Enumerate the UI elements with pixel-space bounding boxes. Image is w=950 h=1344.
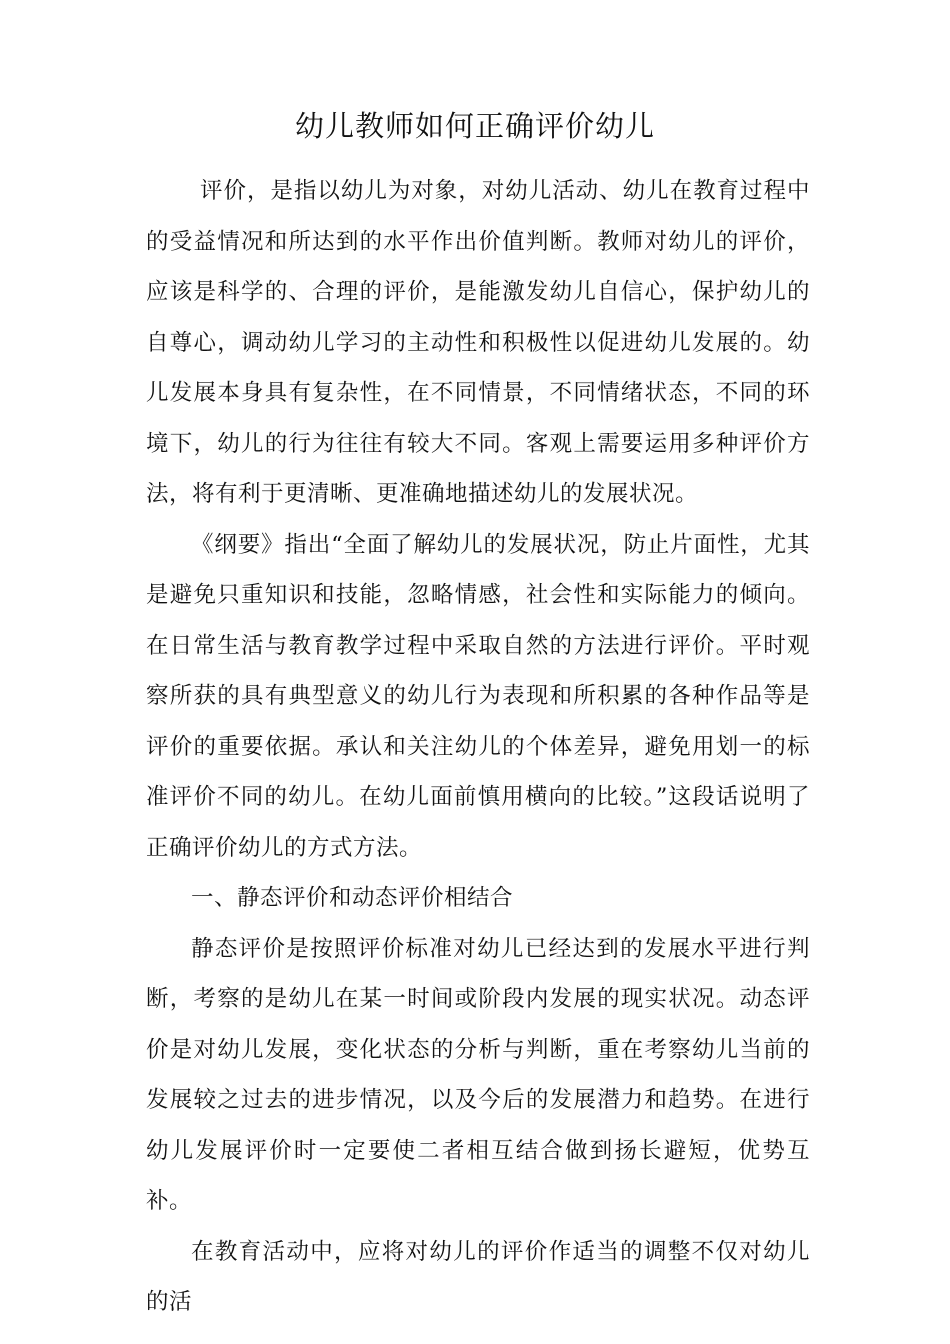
- paragraph-static-dynamic: 静态评价是按照评价标准对幼儿已经达到的发展水平进行判断，考察的是幼儿在某一时间或阶段内发展的现实状况。动态评价是对幼儿发展，变化状态的分析与判断，重在考察幼儿当前的发展较之过去的进步情况，以及今后的发展潜力和趋势。在进行幼儿发展评价时一定要使二者相互结合做到扬长避短，优势互补。: [146, 935, 810, 1214]
- document-body: [146, 166, 810, 1328]
- paragraph-guideline-quote: 《纲要》指出“全面了解幼儿的发展状况，防止片面性，尤其是避免只重知识和技能，忽略情感，社会性和实际能力的倾向。在日常生活与教育教学过程中采取自然的方法进行评价。平时观察所获的具有典型意义的幼儿行为表现和所积累的各种作品等是评价的重要依据。承认和关注幼儿的个体差异，避免用划一的标准评价不同的幼儿。在幼儿面前慎用横向的比较。”这段话说明了正确评价幼儿的方式方法。: [146, 531, 810, 861]
- paragraph-intro: 评价，是指以幼儿为对象，对幼儿活动、幼儿在教育过程中的受益情况和所达到的水平作出价值判断。教师对幼儿的评价，应该是科学的、合理的评价，是能激发幼儿自信心，保护幼儿的自尊心，调动幼儿学习的主动性和积极性以促进幼儿发展的。幼儿发展本身具有复杂性，在不同情景，不同情绪状态，不同的环境下，幼儿的行为往往有较大不同。客观上需要运用多种评价方法，将有利于更清晰、更准确地描述幼儿的发展状况。: [146, 178, 810, 507]
- document-title: 幼儿教师如何正确评价幼儿: [294, 109, 655, 143]
- section-heading-1: 一、静态评价和动态评价相结合: [191, 885, 514, 911]
- paragraph-activity: 在教育活动中，应将对幼儿的评价作适当的调整不仅对幼儿的活: [146, 1238, 810, 1315]
